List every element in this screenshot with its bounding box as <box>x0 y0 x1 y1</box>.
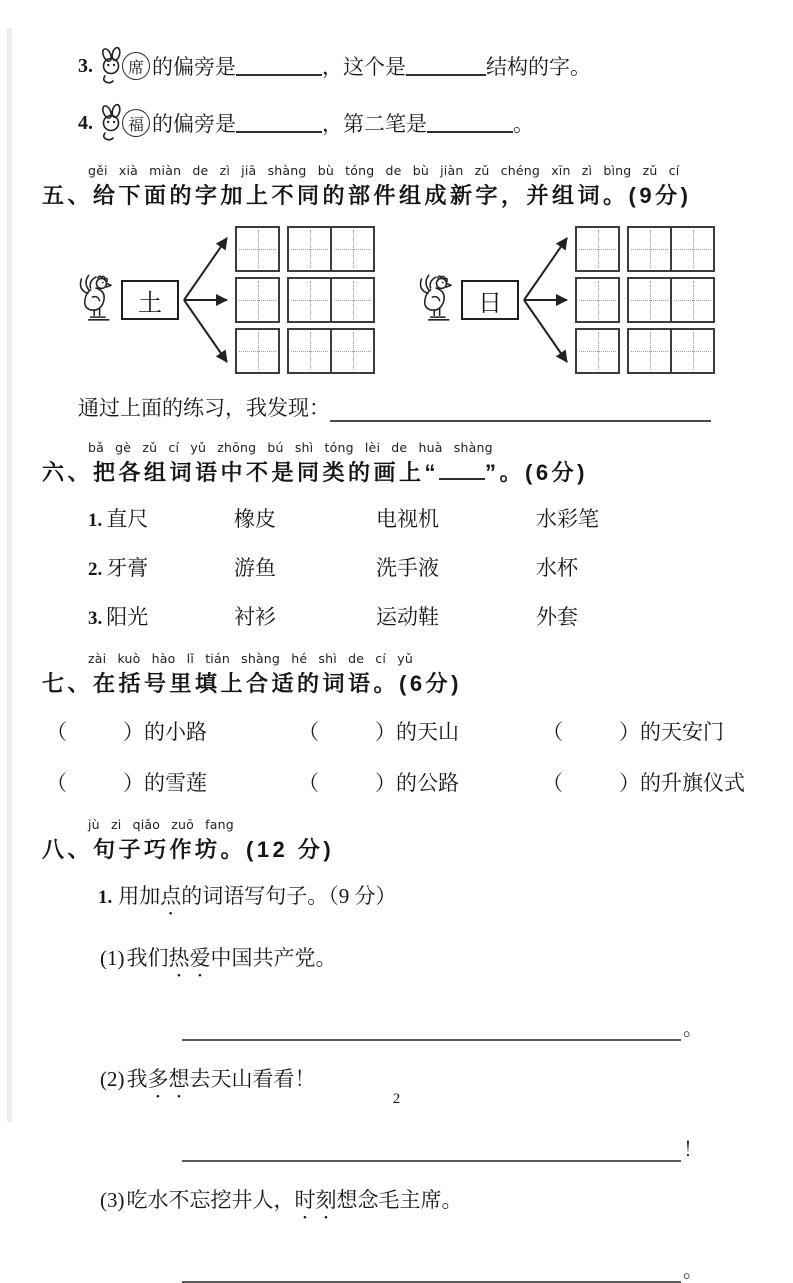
tian-grid-cell[interactable] <box>330 226 375 272</box>
base-char-box: 土 <box>121 280 179 320</box>
tian-grid-cell[interactable] <box>627 226 672 272</box>
section-8 <box>42 817 751 1283</box>
tian-grid-cell[interactable] <box>330 277 375 323</box>
sentence-text: 我 <box>126 1067 148 1091</box>
sentence-number: (1) <box>100 946 125 970</box>
row-number: 1. <box>88 510 103 531</box>
question-text: 的偏旁是 <box>152 112 236 136</box>
rooster-icon <box>416 271 456 330</box>
tian-grid-cell[interactable] <box>287 328 332 374</box>
section-7 <box>42 651 751 797</box>
fan-arrows-icon <box>181 224 233 376</box>
paren-item: （ ）的小路 <box>46 720 207 744</box>
section-title: 五、给下面的字加上不同的部件组成新字，并组词。(9分) <box>42 183 692 208</box>
line-end-punct: ！ <box>683 1139 703 1161</box>
sentence-text: 中国共产党。 <box>210 946 337 970</box>
question-text: ，这个是 <box>322 55 406 79</box>
writing-line[interactable] <box>182 1261 681 1283</box>
blank-field[interactable] <box>427 113 513 133</box>
word-cell[interactable]: 洗手液 <box>376 556 439 580</box>
writing-grids <box>575 226 715 374</box>
target-char: 席 <box>122 52 150 80</box>
item-text: 的升旗仪式 <box>640 771 745 795</box>
emphasized-text: 时刻 <box>294 1188 337 1212</box>
blank-field[interactable] <box>406 56 486 76</box>
tian-grid-cell[interactable] <box>330 328 375 374</box>
word-group-row <box>88 503 751 533</box>
section-title: 八、句子巧作坊。(12 分) <box>42 837 335 862</box>
word-cell[interactable]: 衬衫 <box>234 605 276 629</box>
writing-line[interactable] <box>182 1140 681 1162</box>
tian-grid-cell[interactable] <box>575 328 620 374</box>
tian-grid-cell[interactable] <box>670 328 715 374</box>
row-number: 2. <box>88 559 103 580</box>
pinyin-hint: bǎ gè zǔ cí yǔ zhōng bú shì tóng lèi de huà shàng <box>88 440 493 455</box>
sentence-text: 吃水不忘挖井人， <box>126 1188 295 1212</box>
tian-grid-cell[interactable] <box>627 277 672 323</box>
line-end-punct: 。 <box>683 1018 703 1040</box>
question-4 <box>78 103 751 143</box>
reflection-line[interactable] <box>330 398 711 422</box>
target-char: 福 <box>122 109 150 137</box>
paren-item: （ ）的公路 <box>298 771 459 795</box>
line-end-punct: 。 <box>683 1260 703 1282</box>
item-text: 的天山 <box>396 720 459 744</box>
word-cell[interactable]: 牙膏 <box>106 556 149 580</box>
word-cell[interactable]: 外套 <box>536 605 578 629</box>
pinyin-hint: jù zi qiǎo zuō fang <box>88 817 234 832</box>
sentence-text: 去天山看看！ <box>189 1067 316 1091</box>
blank-field[interactable] <box>236 56 322 76</box>
writing-grids <box>235 226 375 374</box>
tian-grid-cell[interactable] <box>575 277 620 323</box>
word-cell[interactable]: 水杯 <box>536 556 578 580</box>
scan-artifact <box>7 28 12 1122</box>
reflection-row <box>78 392 711 422</box>
item-text: 的雪莲 <box>144 771 207 795</box>
sentence-1 <box>100 942 751 982</box>
section-5 <box>42 163 751 422</box>
section-title <box>42 456 751 487</box>
paren-item: （ ）的天山 <box>298 720 459 744</box>
section-6 <box>42 440 751 631</box>
tian-grid-cell[interactable] <box>627 328 672 374</box>
title-blank <box>439 464 485 480</box>
fill-in-row <box>46 767 751 797</box>
tian-grid-cell[interactable] <box>235 328 280 374</box>
item-text: 的小路 <box>144 720 207 744</box>
sub-question-1 <box>98 880 751 920</box>
fan-arrows-icon <box>521 224 573 376</box>
sub-question-text: 用加 <box>118 884 161 908</box>
sentence-text: 我们 <box>126 946 169 970</box>
paren-item: （ ）的升旗仪式 <box>542 771 745 795</box>
pinyin-hint: zài kuò hào lǐ tián shàng hé shì de cí yǔ <box>88 651 413 666</box>
question-text: 的偏旁是 <box>152 55 236 79</box>
paren-item: （ ）的雪莲 <box>46 771 207 795</box>
tian-grid-cell[interactable] <box>670 277 715 323</box>
tian-grid-cell[interactable] <box>287 277 332 323</box>
sentence-text: 想念毛主席。 <box>336 1188 463 1212</box>
answer-line <box>182 1254 703 1283</box>
reflection-label: 通过上面的练习，我发现： <box>78 396 330 420</box>
item-text: 的天安门 <box>640 720 724 744</box>
word-group-row <box>88 552 751 582</box>
writing-line[interactable] <box>182 1019 681 1041</box>
fill-in-row <box>46 716 751 746</box>
sub-question-number: 1. <box>98 887 113 908</box>
tian-grid-cell[interactable] <box>235 277 280 323</box>
tian-grid-cell[interactable] <box>575 226 620 272</box>
word-cell[interactable]: 橡皮 <box>234 507 276 531</box>
item-text: 的公路 <box>396 771 459 795</box>
fill-in-rows <box>46 716 751 797</box>
question-number: 4. <box>78 111 93 134</box>
sentence-number: (2) <box>100 1067 125 1091</box>
pinyin-hint: gěi xià miàn de zì jiā shàng bù tóng de bù jiàn zǔ chéng xīn zì bìng zǔ cí <box>88 163 680 178</box>
emphasized-text: 热爱 <box>168 946 211 970</box>
title-text: 六、把各组词语中不是同类的画上“ <box>42 460 440 485</box>
emphasized-text: 点 <box>160 884 182 908</box>
word-cell[interactable]: 水彩笔 <box>536 507 599 531</box>
word-group-row <box>88 601 751 631</box>
tian-grid-cell[interactable] <box>287 226 332 272</box>
section-title: 七、在括号里填上合适的词语。(6分) <box>42 671 462 696</box>
paren-item: （ ）的天安门 <box>542 720 724 744</box>
emphasized-text: 多想 <box>147 1067 190 1091</box>
sentence-3 <box>100 1184 751 1224</box>
word-cell[interactable]: 电视机 <box>376 507 439 531</box>
word-cell[interactable]: 游鱼 <box>234 556 276 580</box>
answer-line <box>182 1012 703 1041</box>
question-number: 3. <box>78 54 93 77</box>
sub-question-text: 的词语写句子。（9 分） <box>181 884 397 908</box>
word-cell[interactable]: 直尺 <box>106 507 149 531</box>
word-cell[interactable]: 运动鞋 <box>376 605 439 629</box>
blank-field[interactable] <box>236 113 322 133</box>
word-groups <box>88 503 751 631</box>
title-text: ”。(6分) <box>485 460 588 485</box>
page-number: 2 <box>392 1091 401 1107</box>
char-building-section <box>76 224 715 376</box>
base-char-box: 日 <box>461 280 519 320</box>
tian-grid-cell[interactable] <box>670 226 715 272</box>
question-text: 。 <box>513 112 534 136</box>
question-3 <box>78 46 751 86</box>
question-text: ，第二笔是 <box>322 112 427 136</box>
word-cell[interactable]: 阳光 <box>106 605 149 629</box>
answer-line <box>182 1133 703 1162</box>
build-group-ri <box>416 224 715 376</box>
tian-grid-cell[interactable] <box>235 226 280 272</box>
row-number: 3. <box>88 608 103 629</box>
rooster-icon <box>76 271 116 330</box>
question-text: 结构的字。 <box>486 55 591 79</box>
build-group-tu <box>76 224 375 376</box>
sentence-number: (3) <box>100 1188 125 1212</box>
